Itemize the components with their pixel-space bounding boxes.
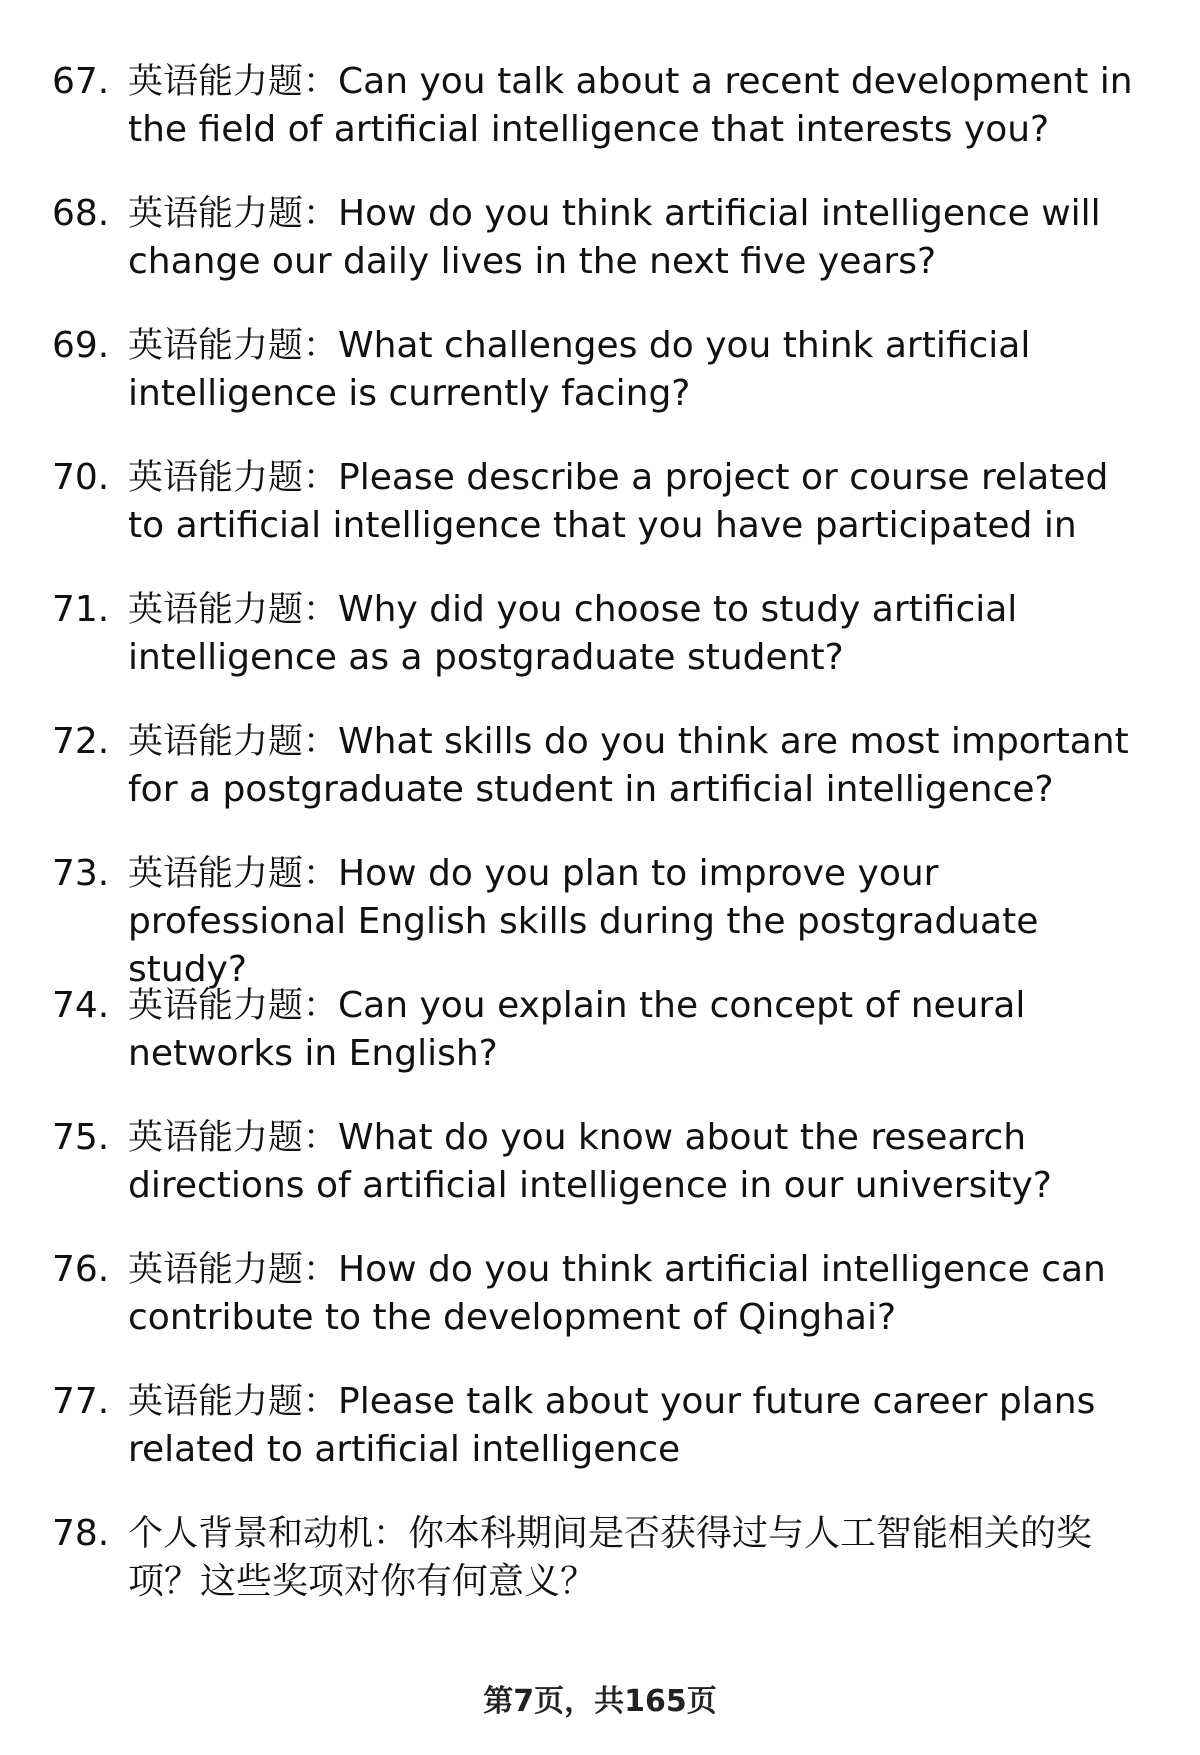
question-number: 73.	[52, 853, 110, 894]
question-number: 68.	[52, 193, 110, 234]
question-category: 个人背景和动机：	[128, 1514, 409, 1554]
question-body: What challenges do you think artificial intelligence is currently facing?	[128, 325, 1031, 414]
list-item	[0, 1114, 1200, 1246]
question-category: 英语能力题：	[128, 1118, 339, 1158]
question-body: What do you know about the research directions of artificial intelligence in our university?	[128, 1117, 1052, 1206]
question-category: 英语能力题：	[128, 854, 339, 894]
list-item	[0, 982, 1200, 1114]
question-text	[128, 58, 1148, 154]
question-number: 67.	[52, 61, 110, 102]
question-body: How do you plan to improve your professional English skills during the postgraduate study?	[128, 853, 1039, 990]
question-text	[128, 1246, 1148, 1342]
question-body: Can you explain the concept of neural networks in English?	[128, 985, 1026, 1074]
question-body: How do you think artificial intelligence will change our daily lives in the next five years?	[128, 193, 1101, 282]
question-body: How do you think artificial intelligence can contribute to the development of Qinghai?	[128, 1249, 1106, 1338]
question-body: Can you talk about a recent development in the field of artificial intelligence that interests you?	[128, 61, 1133, 150]
question-text	[128, 586, 1148, 682]
question-text	[128, 1114, 1148, 1210]
question-body: Please describe a project or course related to artificial intelligence that you have participated in	[128, 457, 1109, 546]
question-text	[128, 1510, 1148, 1606]
question-category: 英语能力题：	[128, 590, 339, 630]
list-item	[0, 1378, 1200, 1510]
question-number: 72.	[52, 721, 110, 762]
question-text	[128, 190, 1148, 286]
list-item	[0, 1246, 1200, 1378]
question-category: 英语能力题：	[128, 722, 339, 762]
question-number: 77.	[52, 1381, 110, 1422]
question-body: Why did you choose to study artificial intelligence as a postgraduate student?	[128, 589, 1018, 678]
question-body: Please talk about your future career plans related to artificial intelligence	[128, 1381, 1096, 1470]
question-category: 英语能力题：	[128, 1382, 339, 1422]
question-number: 69.	[52, 325, 110, 366]
question-list	[0, 58, 1200, 1642]
question-text	[128, 1378, 1148, 1474]
question-text	[128, 454, 1148, 550]
list-item	[0, 718, 1200, 850]
question-text	[128, 982, 1148, 1078]
question-text	[128, 718, 1148, 814]
list-item	[0, 850, 1200, 990]
question-body: What skills do you think are most important for a postgraduate student in artificial intelligence?	[128, 721, 1129, 810]
list-item	[0, 322, 1200, 454]
list-item	[0, 586, 1200, 718]
question-number: 76.	[52, 1249, 110, 1290]
question-category: 英语能力题：	[128, 986, 339, 1026]
question-category: 英语能力题：	[128, 458, 339, 498]
list-item	[0, 1510, 1200, 1642]
question-category: 英语能力题：	[128, 62, 339, 102]
question-number: 75.	[52, 1117, 110, 1158]
question-category: 英语能力题：	[128, 1250, 339, 1290]
question-number: 71.	[52, 589, 110, 630]
question-category: 英语能力题：	[128, 194, 339, 234]
question-text	[128, 850, 1148, 994]
question-category: 英语能力题：	[128, 326, 339, 366]
list-item	[0, 454, 1200, 586]
question-body: 你本科期间是否获得过与人工智能相关的奖项？这些奖项对你有何意义？	[128, 1513, 1093, 1602]
list-item	[0, 58, 1200, 190]
page-number: 第7页，共165页	[483, 1684, 717, 1719]
question-text	[128, 322, 1148, 418]
question-number: 70.	[52, 457, 110, 498]
question-number: 74.	[52, 985, 110, 1026]
list-item	[0, 190, 1200, 322]
question-number: 78.	[52, 1513, 110, 1554]
